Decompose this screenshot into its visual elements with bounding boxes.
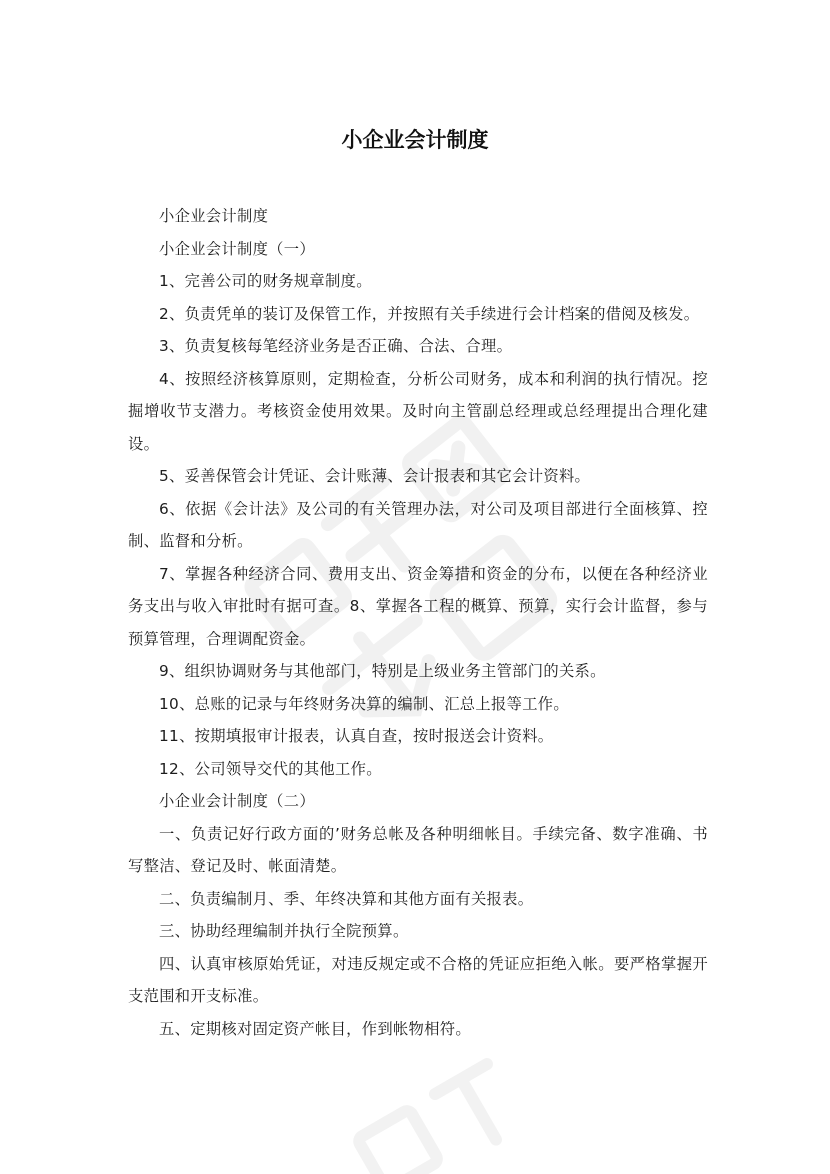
paragraph: 4、按照经济核算原则，定期检查，分析公司财务，成本和利润的执行情况。挖掘增收节支潜力。考核资金使用效果。及时向主管副总经理或总经理提出合理化建设。 (128, 369, 708, 453)
paragraph: 四、认真审核原始凭证，对违反规定或不合格的凭证应拒绝入帐。要严格掌握开支范围和开支标准。 (128, 954, 708, 1005)
paragraph: 6、依据《会计法》及公司的有关管理办法，对公司及项目部进行全面核算、控制、监督和分析。 (128, 499, 708, 550)
paragraph: 5、妥善保管会计凭证、会计账薄、会计报表和其它会计资料。 (159, 467, 591, 485)
paragraph: 1、完善公司的财务规章制度。 (159, 272, 372, 290)
paragraph: 二、负责编制月、季、年终决算和其他方面有关报表。 (159, 889, 534, 908)
document-title: 小企业会计制度 (341, 128, 489, 152)
paragraph: 小企业会计制度 (159, 207, 269, 225)
section-heading: 小企业会计制度（二） (159, 792, 315, 810)
paragraph: 2、负责凭单的装订及保管工作，并按照有关手续进行会计档案的借阅及核发。 (159, 304, 700, 323)
paragraph: 11、按期填报审计报表，认真自查，按时报送会计资料。 (159, 727, 554, 745)
document-body (128, 200, 708, 1045)
paragraph: 一、负责记好行政方面的’财务总帐及各种明细帐目。手续完备、数字准确、书写整洁、登记及时、帐面清楚。 (128, 824, 708, 875)
paragraph: 12、公司领导交代的其他工作。 (159, 759, 382, 778)
paragraph: 9、组织协调财务与其他部门，特别是上级业务主管部门的关系。 (159, 662, 606, 680)
paragraph: 三、协助经理编制并执行全院预算。 (159, 922, 409, 940)
paragraph: 7、掌握各种经济合同、费用支出、资金筹措和资金的分布，以便在各种经济业务支出与收入审批时有据可查。8、掌握各工程的概算、预算，实行会计监督，参与预算管理，合理调配资金。 (128, 564, 708, 648)
paragraph: 3、负责复核每笔经济业务是否正确、合法、合理。 (159, 337, 513, 355)
section-heading: 小企业会计制度（一） (159, 239, 315, 258)
paragraph: 五、定期核对固定资产帐目，作到帐物相符。 (159, 1019, 471, 1038)
watermark-graphic-bottom (300, 1050, 600, 1174)
paragraph: 10、总账的记录与年终财务决算的编制、汇总上报等工作。 (159, 694, 569, 713)
